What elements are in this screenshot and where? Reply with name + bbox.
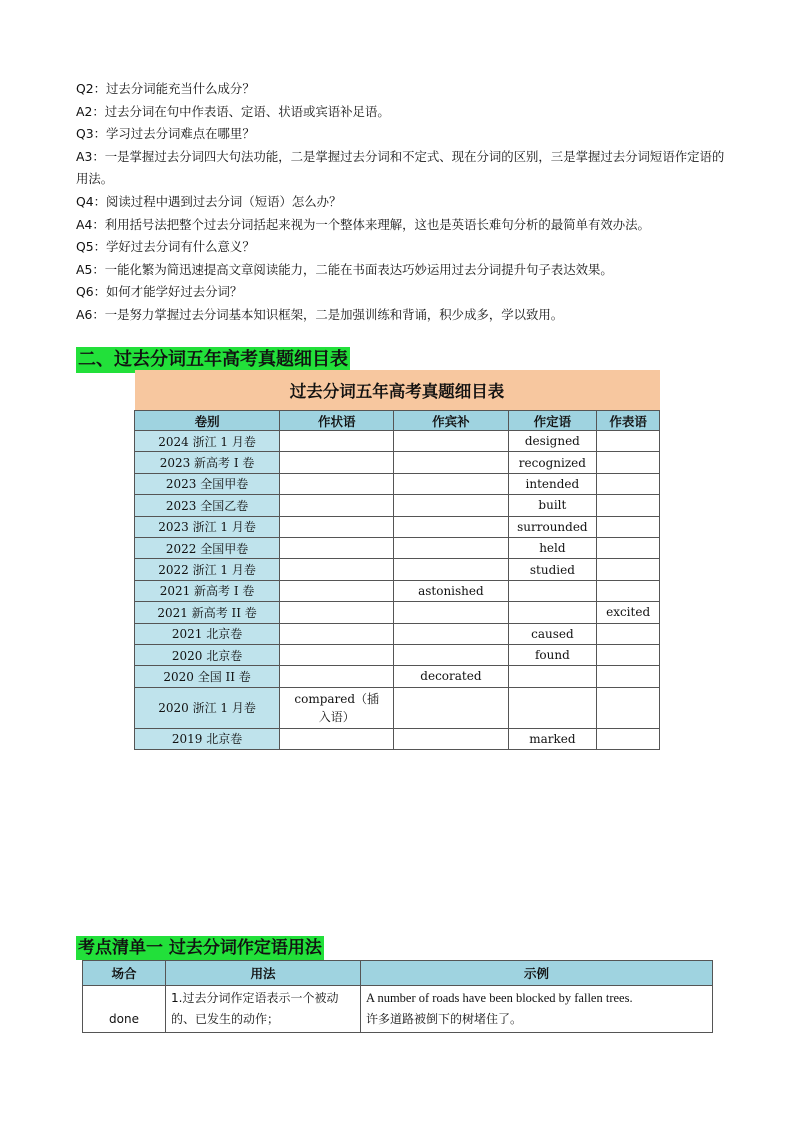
table-row	[135, 623, 660, 644]
value-cell	[508, 580, 597, 601]
value-cell	[394, 516, 508, 537]
q3: Q3：学习过去分词难点在哪里？	[76, 126, 255, 142]
a3: A3：一是掌握过去分词四大句法功能，二是掌握过去分词和不定式、现在分词的区别，三是掌握过去分词短语作定语的用法。	[76, 148, 725, 187]
value-cell	[597, 452, 660, 473]
paper-cell: 2022 全国甲卷	[135, 537, 280, 558]
paper-cell: 2023 新高考 I 卷	[135, 452, 280, 473]
value-cell	[280, 473, 394, 494]
value-cell	[394, 559, 508, 580]
value-cell	[597, 728, 660, 749]
value-cell: caused	[508, 623, 597, 644]
value-cell: intended	[508, 473, 597, 494]
paper-cell: 2024 浙江 1 月卷	[135, 431, 280, 452]
header-object-complement: 作宾补	[394, 411, 508, 431]
value-cell	[508, 602, 597, 623]
value-cell: marked	[508, 728, 597, 749]
value-cell	[280, 644, 394, 665]
a4: A4：利用括号法把整个过去分词括起来视为一个整体来理解，这也是英语长难句分析的最简单有效办法。	[76, 216, 650, 232]
attributive-usage-table	[82, 960, 713, 1033]
table-row	[135, 728, 660, 749]
table-row	[135, 537, 660, 558]
header-example: 示例	[361, 961, 713, 986]
paper-cell: 2020 浙江 1 月卷	[135, 687, 280, 728]
value-cell: studied	[508, 559, 597, 580]
value-cell	[394, 602, 508, 623]
a6: A6：一是努力掌握过去分词基本知识框架，二是加强训练和背诵，积少成多，学以致用。	[76, 306, 564, 322]
table-row	[135, 452, 660, 473]
header-paper: 卷别	[135, 411, 280, 431]
table-row	[135, 580, 660, 601]
value-cell	[597, 666, 660, 687]
header-predicative: 作表语	[597, 411, 660, 431]
value-cell: built	[508, 495, 597, 516]
case-cell: done	[83, 986, 166, 1033]
usage-cell: 1.过去分词作定语表示一个被动的、已发生的动作；	[166, 986, 361, 1033]
value-cell	[280, 452, 394, 473]
table-row	[135, 666, 660, 687]
value-cell	[280, 516, 394, 537]
value-cell	[597, 495, 660, 516]
value-cell	[280, 495, 394, 516]
header-case: 场合	[83, 961, 166, 986]
section-heading-exam-table: 二、过去分词五年高考真题细目表	[76, 347, 350, 373]
value-cell: held	[508, 537, 597, 558]
table-row	[135, 516, 660, 537]
a5: A5：一能化繁为简迅速提高文章阅读能力，二能在书面表达巧妙运用过去分词提升句子表达效果。	[76, 261, 613, 277]
table-row	[135, 495, 660, 516]
paper-cell: 2022 浙江 1 月卷	[135, 559, 280, 580]
paper-cell: 2021 北京卷	[135, 623, 280, 644]
example-cell	[361, 986, 713, 1033]
example-english: A number of roads have been blocked by fallen trees.	[366, 991, 633, 1005]
value-cell	[280, 602, 394, 623]
value-cell	[394, 687, 508, 728]
table-title: 过去分词五年高考真题细目表	[135, 370, 660, 411]
qa-section	[76, 78, 726, 327]
value-cell	[394, 431, 508, 452]
value-cell	[280, 559, 394, 580]
value-cell	[597, 580, 660, 601]
paper-cell: 2021 新高考 I 卷	[135, 580, 280, 601]
q4: Q4：阅读过程中遇到过去分词（短语）怎么办？	[76, 193, 342, 209]
table-row	[135, 431, 660, 452]
paper-cell: 2023 浙江 1 月卷	[135, 516, 280, 537]
value-cell	[508, 666, 597, 687]
value-cell	[394, 495, 508, 516]
q5: Q5：学好过去分词有什么意义？	[76, 239, 255, 255]
header-usage: 用法	[166, 961, 361, 986]
paper-cell: 2020 北京卷	[135, 644, 280, 665]
value-cell	[597, 559, 660, 580]
value-cell: compared（插 入语）	[280, 687, 394, 728]
value-cell	[280, 728, 394, 749]
value-cell: surrounded	[508, 516, 597, 537]
value-cell: recognized	[508, 452, 597, 473]
paper-cell: 2019 北京卷	[135, 728, 280, 749]
value-cell: excited	[597, 602, 660, 623]
value-cell	[597, 644, 660, 665]
value-cell	[597, 431, 660, 452]
value-cell	[280, 580, 394, 601]
table-row	[135, 602, 660, 623]
value-cell	[394, 473, 508, 494]
value-cell	[597, 516, 660, 537]
value-cell	[394, 452, 508, 473]
a2: A2：过去分词在句中作表语、定语、状语或宾语补足语。	[76, 103, 390, 119]
value-cell	[280, 537, 394, 558]
q6: Q6：如何才能学好过去分词？	[76, 284, 243, 300]
value-cell: astonished	[394, 580, 508, 601]
table-row	[83, 986, 713, 1033]
paper-cell: 2021 新高考 II 卷	[135, 602, 280, 623]
value-cell	[394, 623, 508, 644]
value-cell	[280, 666, 394, 687]
value-cell	[280, 623, 394, 644]
table-row	[135, 559, 660, 580]
paper-cell: 2023 全国乙卷	[135, 495, 280, 516]
example-chinese: 许多道路被倒下的树堵住了。	[366, 1012, 523, 1026]
paper-cell: 2023 全国甲卷	[135, 473, 280, 494]
value-cell: found	[508, 644, 597, 665]
exam-detail-table	[134, 370, 660, 750]
q2: Q2：过去分词能充当什么成分？	[76, 81, 255, 96]
value-cell: designed	[508, 431, 597, 452]
header-attributive: 作定语	[508, 411, 597, 431]
value-cell	[394, 644, 508, 665]
value-cell	[597, 473, 660, 494]
value-cell	[394, 728, 508, 749]
table-row	[135, 687, 660, 728]
value-cell	[394, 537, 508, 558]
section-heading-attributive: 考点清单一 过去分词作定语用法	[78, 938, 322, 958]
value-cell	[280, 431, 394, 452]
table-row	[135, 644, 660, 665]
value-cell	[597, 537, 660, 558]
paper-cell: 2020 全国 II 卷	[135, 666, 280, 687]
value-cell	[597, 623, 660, 644]
value-cell	[508, 687, 597, 728]
value-cell: decorated	[394, 666, 508, 687]
value-cell	[597, 687, 660, 728]
header-adverbial: 作状语	[280, 411, 394, 431]
table-row	[135, 473, 660, 494]
